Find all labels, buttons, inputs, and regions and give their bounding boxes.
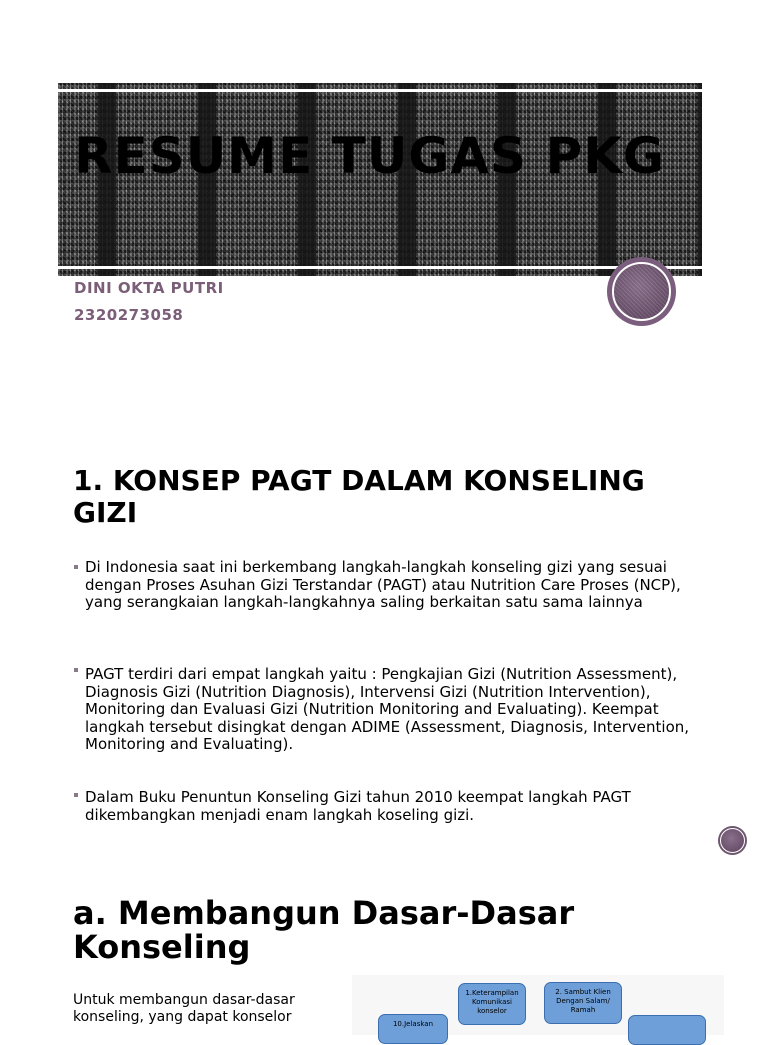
flow-diagram — [352, 975, 724, 1035]
diagram-box-explain: 10.Jelaskan — [378, 1014, 448, 1044]
bullet-text: Di Indonesia saat ini berkembang langkah-langkah konseling gizi yang sesuai dengan Proses Asuhan Gizi Terstandar (PAGT) atau Nutrition Care Proses (NCP), yang serangkaian langkah-langkahnya saling berkaitan satu sama lainnya — [85, 558, 681, 611]
bullet-icon — [74, 668, 78, 672]
banner-bottom-rule — [58, 266, 702, 269]
diagram-box-communication: 1.Keterampilan Komunikasi konselor — [458, 983, 526, 1025]
decorative-circle-small — [718, 826, 747, 855]
body-text: Untuk membangun dasar-dasar konseling, yang dapat konselor — [73, 992, 295, 1025]
section-heading: 1. KONSEP PAGT DALAM KONSELING GIZI — [73, 464, 645, 529]
diagram-box-greeting: 2. Sambut Klien Dengan Salam/ Ramah — [544, 982, 622, 1024]
bullet-icon — [74, 793, 78, 797]
bullet-text: PAGT terdiri dari empat langkah yaitu : Pengkajian Gizi (Nutrition Assessment), Diagnosis Gizi (Nutrition Diagnosis), Intervensi Gizi (Nutrition Intervention), Monitoring dan Evaluasi Gizi (Nutrition Monitoring and Evaluating). Keempat langkah tersebut disingkat dengan ADIME (Assessment, Diagnosis, Intervention, Monitoring and Evaluating). — [85, 665, 690, 753]
diagram-box-next — [628, 1015, 706, 1045]
decorative-circle — [607, 257, 676, 326]
slide-title: RESUME TUGAS PKG — [74, 127, 665, 185]
bullet-icon — [74, 565, 78, 569]
author-name: DINI OKTA PUTRI — [74, 279, 224, 297]
bullet-text: Dalam Buku Penuntun Konseling Gizi tahun 2010 keempat langkah PAGT dikembangkan menjadi enam langkah koseling gizi. — [85, 788, 631, 824]
banner-top-rule — [58, 89, 702, 92]
author-id: 2320273058 — [74, 306, 184, 324]
subsection-heading: a. Membangun Dasar-Dasar Konseling — [73, 894, 575, 966]
